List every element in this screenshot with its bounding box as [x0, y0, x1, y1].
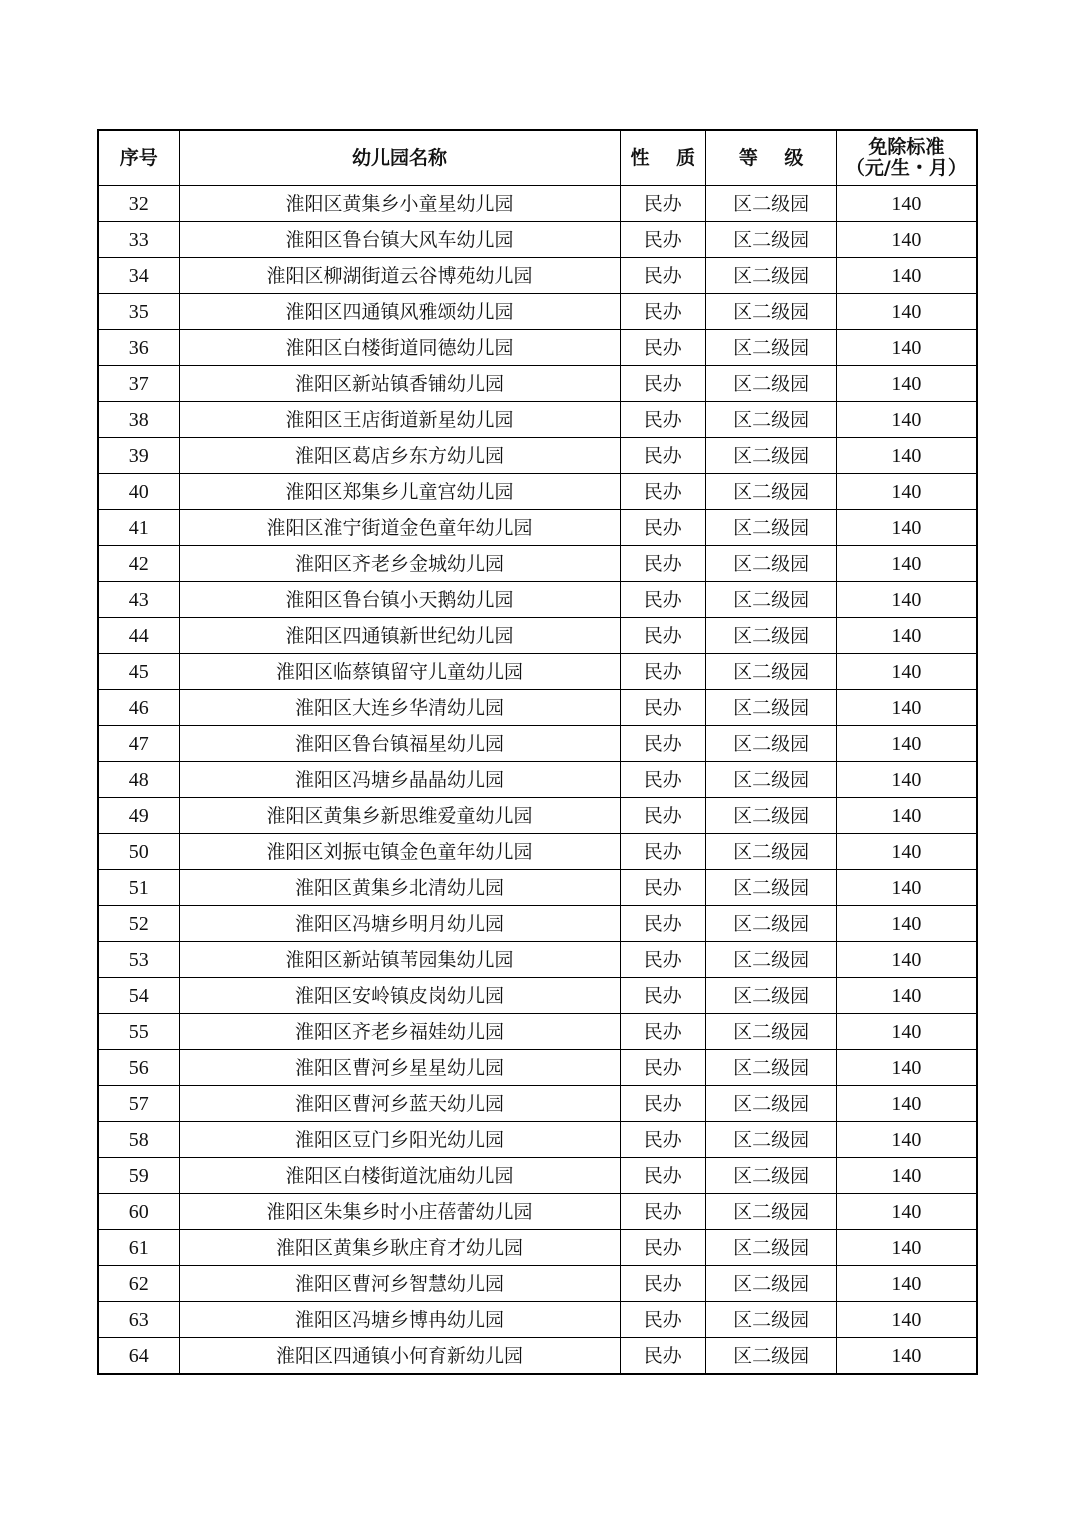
header-name: 幼儿园名称 [179, 130, 620, 186]
cell-nature: 民办 [620, 1122, 706, 1158]
cell-standard: 140 [837, 1122, 977, 1158]
cell-nature: 民办 [620, 762, 706, 798]
cell-name: 淮阳区朱集乡时小庄蓓蕾幼儿园 [179, 1194, 620, 1230]
cell-nature: 民办 [620, 1230, 706, 1266]
table-row [98, 906, 977, 942]
table-row [98, 834, 977, 870]
cell-standard: 140 [837, 834, 977, 870]
cell-index: 49 [98, 798, 179, 834]
cell-standard: 140 [837, 546, 977, 582]
cell-standard: 140 [837, 1086, 977, 1122]
cell-level: 区二级园 [706, 618, 837, 654]
cell-name: 淮阳区淮宁街道金色童年幼儿园 [179, 510, 620, 546]
cell-level: 区二级园 [706, 582, 837, 618]
cell-name: 淮阳区四通镇新世纪幼儿园 [179, 618, 620, 654]
table-row [98, 1014, 977, 1050]
cell-name: 淮阳区冯塘乡明月幼儿园 [179, 906, 620, 942]
cell-level: 区二级园 [706, 438, 837, 474]
cell-index: 62 [98, 1266, 179, 1302]
cell-index: 59 [98, 1158, 179, 1194]
cell-standard: 140 [837, 222, 977, 258]
cell-standard: 140 [837, 870, 977, 906]
cell-nature: 民办 [620, 1266, 706, 1302]
cell-standard: 140 [837, 510, 977, 546]
cell-name: 淮阳区白楼街道同德幼儿园 [179, 330, 620, 366]
cell-name: 淮阳区临蔡镇留守儿童幼儿园 [179, 654, 620, 690]
cell-nature: 民办 [620, 582, 706, 618]
table-row [98, 942, 977, 978]
cell-nature: 民办 [620, 798, 706, 834]
cell-nature: 民办 [620, 546, 706, 582]
header-row [98, 130, 977, 186]
cell-name: 淮阳区柳湖街道云谷博苑幼儿园 [179, 258, 620, 294]
cell-standard: 140 [837, 186, 977, 222]
cell-level: 区二级园 [706, 258, 837, 294]
table-row [98, 690, 977, 726]
cell-name: 淮阳区四通镇小何育新幼儿园 [179, 1338, 620, 1375]
cell-name: 淮阳区白楼街道沈庙幼儿园 [179, 1158, 620, 1194]
cell-level: 区二级园 [706, 1302, 837, 1338]
cell-index: 54 [98, 978, 179, 1014]
cell-nature: 民办 [620, 942, 706, 978]
table-header [98, 130, 977, 186]
table-row [98, 798, 977, 834]
cell-level: 区二级园 [706, 474, 837, 510]
cell-standard: 140 [837, 762, 977, 798]
cell-standard: 140 [837, 582, 977, 618]
cell-name: 淮阳区安岭镇皮岗幼儿园 [179, 978, 620, 1014]
cell-index: 40 [98, 474, 179, 510]
cell-level: 区二级园 [706, 510, 837, 546]
table-row [98, 474, 977, 510]
cell-index: 47 [98, 726, 179, 762]
table-row [98, 510, 977, 546]
cell-level: 区二级园 [706, 978, 837, 1014]
table-row [98, 618, 977, 654]
table-row [98, 1266, 977, 1302]
cell-nature: 民办 [620, 402, 706, 438]
cell-index: 51 [98, 870, 179, 906]
cell-standard: 140 [837, 1338, 977, 1375]
cell-level: 区二级园 [706, 726, 837, 762]
cell-name: 淮阳区曹河乡星星幼儿园 [179, 1050, 620, 1086]
cell-index: 32 [98, 186, 179, 222]
cell-nature: 民办 [620, 906, 706, 942]
table-row [98, 582, 977, 618]
cell-index: 63 [98, 1302, 179, 1338]
cell-standard: 140 [837, 1050, 977, 1086]
cell-index: 58 [98, 1122, 179, 1158]
cell-level: 区二级园 [706, 870, 837, 906]
cell-name: 淮阳区黄集乡小童星幼儿园 [179, 186, 620, 222]
table-row [98, 1338, 977, 1375]
cell-standard: 140 [837, 1266, 977, 1302]
cell-name: 淮阳区豆门乡阳光幼儿园 [179, 1122, 620, 1158]
cell-name: 淮阳区郑集乡儿童宫幼儿园 [179, 474, 620, 510]
cell-name: 淮阳区鲁台镇福星幼儿园 [179, 726, 620, 762]
table-row [98, 1302, 977, 1338]
cell-nature: 民办 [620, 726, 706, 762]
cell-name: 淮阳区新站镇苇园集幼儿园 [179, 942, 620, 978]
cell-level: 区二级园 [706, 1122, 837, 1158]
header-level: 等 级 [706, 130, 837, 186]
cell-index: 36 [98, 330, 179, 366]
cell-name: 淮阳区鲁台镇小天鹅幼儿园 [179, 582, 620, 618]
cell-level: 区二级园 [706, 1086, 837, 1122]
table-row [98, 1158, 977, 1194]
cell-name: 淮阳区冯塘乡晶晶幼儿园 [179, 762, 620, 798]
table-row [98, 654, 977, 690]
cell-level: 区二级园 [706, 906, 837, 942]
cell-nature: 民办 [620, 1014, 706, 1050]
cell-standard: 140 [837, 1194, 977, 1230]
cell-name: 淮阳区冯塘乡博冉幼儿园 [179, 1302, 620, 1338]
table-row [98, 1086, 977, 1122]
cell-index: 33 [98, 222, 179, 258]
cell-nature: 民办 [620, 1086, 706, 1122]
cell-standard: 140 [837, 294, 977, 330]
cell-nature: 民办 [620, 1050, 706, 1086]
cell-standard: 140 [837, 942, 977, 978]
cell-standard: 140 [837, 906, 977, 942]
table-row [98, 402, 977, 438]
header-nature: 性 质 [620, 130, 706, 186]
table-row [98, 330, 977, 366]
cell-index: 41 [98, 510, 179, 546]
cell-index: 43 [98, 582, 179, 618]
cell-nature: 民办 [620, 186, 706, 222]
table-row [98, 546, 977, 582]
cell-name: 淮阳区大连乡华清幼儿园 [179, 690, 620, 726]
cell-standard: 140 [837, 690, 977, 726]
cell-index: 42 [98, 546, 179, 582]
cell-standard: 140 [837, 1230, 977, 1266]
table-row [98, 222, 977, 258]
cell-index: 48 [98, 762, 179, 798]
cell-level: 区二级园 [706, 1266, 837, 1302]
cell-index: 34 [98, 258, 179, 294]
table-row [98, 978, 977, 1014]
cell-level: 区二级园 [706, 330, 837, 366]
cell-name: 淮阳区刘振屯镇金色童年幼儿园 [179, 834, 620, 870]
cell-index: 38 [98, 402, 179, 438]
table-row [98, 186, 977, 222]
cell-nature: 民办 [620, 870, 706, 906]
table-row [98, 294, 977, 330]
cell-standard: 140 [837, 618, 977, 654]
cell-index: 64 [98, 1338, 179, 1375]
cell-index: 46 [98, 690, 179, 726]
header-index: 序号 [98, 130, 179, 186]
cell-index: 56 [98, 1050, 179, 1086]
cell-name: 淮阳区王店街道新星幼儿园 [179, 402, 620, 438]
cell-index: 55 [98, 1014, 179, 1050]
cell-name: 淮阳区葛店乡东方幼儿园 [179, 438, 620, 474]
cell-level: 区二级园 [706, 834, 837, 870]
cell-level: 区二级园 [706, 1014, 837, 1050]
cell-nature: 民办 [620, 1338, 706, 1375]
cell-nature: 民办 [620, 258, 706, 294]
cell-nature: 民办 [620, 222, 706, 258]
cell-nature: 民办 [620, 690, 706, 726]
cell-level: 区二级园 [706, 1050, 837, 1086]
cell-standard: 140 [837, 474, 977, 510]
cell-standard: 140 [837, 1014, 977, 1050]
cell-standard: 140 [837, 402, 977, 438]
table-row [98, 1122, 977, 1158]
table-row [98, 366, 977, 402]
table-row [98, 1050, 977, 1086]
cell-standard: 140 [837, 1302, 977, 1338]
table-row [98, 438, 977, 474]
cell-standard: 140 [837, 654, 977, 690]
cell-nature: 民办 [620, 654, 706, 690]
cell-name: 淮阳区曹河乡智慧幼儿园 [179, 1266, 620, 1302]
cell-level: 区二级园 [706, 294, 837, 330]
cell-level: 区二级园 [706, 1230, 837, 1266]
cell-level: 区二级园 [706, 1338, 837, 1375]
table-row [98, 762, 977, 798]
cell-name: 淮阳区黄集乡新思维爱童幼儿园 [179, 798, 620, 834]
header-standard-line1: 免除标准 [868, 136, 945, 158]
table-row [98, 1194, 977, 1230]
cell-level: 区二级园 [706, 186, 837, 222]
cell-index: 35 [98, 294, 179, 330]
cell-level: 区二级园 [706, 762, 837, 798]
table-row [98, 1230, 977, 1266]
cell-standard: 140 [837, 798, 977, 834]
cell-standard: 140 [837, 366, 977, 402]
cell-nature: 民办 [620, 978, 706, 1014]
cell-standard: 140 [837, 258, 977, 294]
cell-name: 淮阳区曹河乡蓝天幼儿园 [179, 1086, 620, 1122]
cell-standard: 140 [837, 438, 977, 474]
cell-name: 淮阳区新站镇香铺幼儿园 [179, 366, 620, 402]
cell-standard: 140 [837, 330, 977, 366]
cell-standard: 140 [837, 978, 977, 1014]
header-standard-line2: （元/生・月） [845, 157, 967, 179]
cell-level: 区二级园 [706, 654, 837, 690]
cell-standard: 140 [837, 1158, 977, 1194]
cell-nature: 民办 [620, 366, 706, 402]
cell-level: 区二级园 [706, 1158, 837, 1194]
cell-nature: 民办 [620, 618, 706, 654]
table-row [98, 870, 977, 906]
cell-level: 区二级园 [706, 402, 837, 438]
cell-index: 50 [98, 834, 179, 870]
cell-nature: 民办 [620, 510, 706, 546]
cell-level: 区二级园 [706, 798, 837, 834]
table-body [98, 186, 977, 1375]
cell-nature: 民办 [620, 474, 706, 510]
cell-index: 61 [98, 1230, 179, 1266]
cell-name: 淮阳区黄集乡北清幼儿园 [179, 870, 620, 906]
cell-index: 57 [98, 1086, 179, 1122]
cell-nature: 民办 [620, 1302, 706, 1338]
table-row [98, 258, 977, 294]
table-row [98, 726, 977, 762]
cell-name: 淮阳区四通镇风雅颂幼儿园 [179, 294, 620, 330]
cell-nature: 民办 [620, 834, 706, 870]
cell-index: 45 [98, 654, 179, 690]
header-standard [837, 130, 977, 186]
cell-level: 区二级园 [706, 546, 837, 582]
cell-level: 区二级园 [706, 1194, 837, 1230]
cell-nature: 民办 [620, 438, 706, 474]
cell-level: 区二级园 [706, 366, 837, 402]
cell-level: 区二级园 [706, 222, 837, 258]
cell-nature: 民办 [620, 1158, 706, 1194]
cell-standard: 140 [837, 726, 977, 762]
cell-level: 区二级园 [706, 942, 837, 978]
cell-name: 淮阳区鲁台镇大风车幼儿园 [179, 222, 620, 258]
cell-index: 39 [98, 438, 179, 474]
cell-nature: 民办 [620, 330, 706, 366]
cell-index: 37 [98, 366, 179, 402]
cell-nature: 民办 [620, 1194, 706, 1230]
cell-level: 区二级园 [706, 690, 837, 726]
cell-nature: 民办 [620, 294, 706, 330]
cell-name: 淮阳区齐老乡福娃幼儿园 [179, 1014, 620, 1050]
cell-index: 52 [98, 906, 179, 942]
kindergarten-fee-table [97, 129, 978, 1375]
cell-name: 淮阳区黄集乡耿庄育才幼儿园 [179, 1230, 620, 1266]
cell-index: 44 [98, 618, 179, 654]
cell-name: 淮阳区齐老乡金城幼儿园 [179, 546, 620, 582]
cell-index: 53 [98, 942, 179, 978]
cell-index: 60 [98, 1194, 179, 1230]
